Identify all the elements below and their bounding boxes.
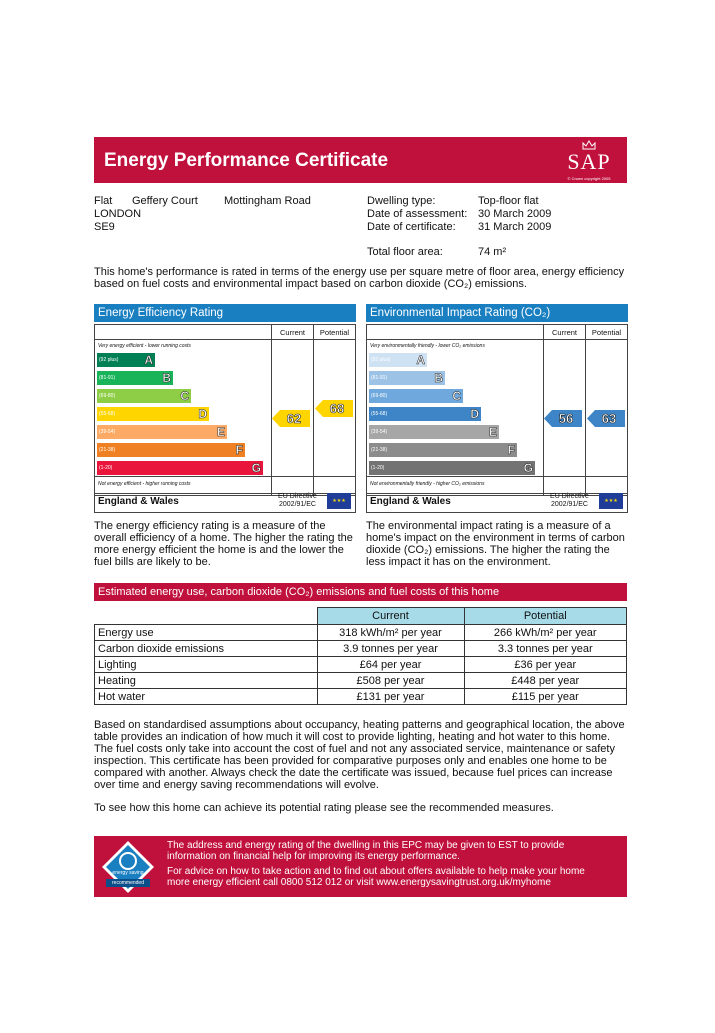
band-letter: E bbox=[216, 425, 225, 439]
intro-text: This home's performance is rated in terms of the energy use per square metre of floor area, energy efficiency based on fuel costs and environmental impact based on carbon dioxide (CO₂) emissions. bbox=[94, 266, 625, 290]
efficiency-current-value: 62 bbox=[286, 411, 302, 426]
band-range: (55-68) bbox=[371, 411, 388, 417]
band-letter: E bbox=[488, 425, 497, 439]
efficiency-footer bbox=[94, 492, 356, 513]
efficiency-eu-directive: EU Directive 2002/91/EC bbox=[278, 493, 317, 508]
band-range: (39-54) bbox=[371, 429, 388, 435]
band-range: (81-91) bbox=[371, 375, 388, 381]
floor-area-value: 74 m² bbox=[478, 246, 507, 258]
band-letter: F bbox=[235, 443, 243, 457]
assessment-date-value: 30 March 2009 bbox=[478, 208, 552, 220]
costs-current-header: Current bbox=[317, 608, 464, 625]
assessment-date-label: Date of assessment: bbox=[367, 208, 468, 220]
environment-band-g bbox=[369, 461, 535, 475]
environment-band-c bbox=[369, 389, 463, 403]
environment-eu-directive: EU Directive 2002/91/EC bbox=[550, 493, 589, 508]
environment-current-header: Current bbox=[551, 328, 577, 337]
certificate-date-label: Date of certificate: bbox=[367, 221, 456, 233]
efficiency-bottom-note: Not energy efficient - higher running costs bbox=[98, 481, 191, 487]
logo-top-text: energy saving bbox=[112, 870, 144, 876]
dwelling-type-value: Top-floor flat bbox=[478, 195, 539, 207]
efficiency-band-b bbox=[97, 371, 173, 385]
sap-logo bbox=[561, 140, 617, 180]
band-letter: C bbox=[452, 389, 461, 403]
cost-label: Hot water bbox=[95, 689, 318, 705]
environment-current-value: 56 bbox=[558, 411, 574, 426]
cost-potential: £115 per year bbox=[464, 689, 627, 705]
efficiency-band-g bbox=[97, 461, 263, 475]
address-street: Mottingham Road bbox=[224, 195, 311, 207]
efficiency-band-d bbox=[97, 407, 209, 421]
environment-title: Environmental Impact Rating (CO₂) bbox=[366, 304, 628, 322]
cost-current: £508 per year bbox=[317, 673, 464, 689]
eu-flag-icon: ★★★ bbox=[327, 493, 351, 509]
page-title: Energy Performance Certificate bbox=[104, 150, 389, 171]
cost-label: Heating bbox=[95, 673, 318, 689]
cost-label: Lighting bbox=[95, 657, 318, 673]
cost-potential: £448 per year bbox=[464, 673, 627, 689]
environment-potential-value: 63 bbox=[601, 411, 617, 426]
costs-table bbox=[94, 607, 627, 705]
table-row bbox=[95, 689, 627, 705]
band-letter: B bbox=[162, 371, 171, 385]
cost-current: £131 per year bbox=[317, 689, 464, 705]
efficiency-frame bbox=[94, 324, 356, 496]
address-building: Geffery Court bbox=[132, 195, 198, 207]
recommendation-text: To see how this home can achieve its potential rating please see the recommended measures. bbox=[94, 802, 554, 814]
efficiency-current-arrow bbox=[272, 410, 310, 427]
efficiency-band-a bbox=[97, 353, 155, 367]
efficiency-current-header: Current bbox=[279, 328, 305, 337]
band-range: (92 plus) bbox=[99, 357, 119, 363]
eu-flag-icon: ★★★ bbox=[599, 493, 623, 509]
band-letter: F bbox=[507, 443, 515, 457]
efficiency-band-f bbox=[97, 443, 245, 457]
table-row bbox=[95, 625, 627, 641]
environment-band-b bbox=[369, 371, 445, 385]
est-info-line2: information on financial help for improving its energy performance. bbox=[167, 851, 460, 862]
address-flat: Flat bbox=[94, 195, 113, 207]
band-range: (1-20) bbox=[371, 465, 385, 471]
costs-section-title: Estimated energy use, carbon dioxide (CO₂) emissions and fuel costs of this home bbox=[94, 583, 627, 601]
band-letter: A bbox=[144, 353, 153, 367]
epc-banner bbox=[94, 137, 627, 183]
band-range: (69-80) bbox=[99, 393, 116, 399]
efficiency-description: The energy efficiency rating is a measure of the overall efficiency of a home. The higher the rating the more energy efficient the home is and the lower the fuel bills are likely to be. bbox=[94, 520, 353, 568]
cost-potential: 3.3 tonnes per year bbox=[464, 641, 627, 657]
environment-band-d bbox=[369, 407, 481, 421]
band-letter: D bbox=[198, 407, 207, 421]
cost-potential: 266 kWh/m² per year bbox=[464, 625, 627, 641]
est-band bbox=[94, 836, 627, 897]
est-info-line1: The address and energy rating of the dwelling in this EPC may be given to EST to provide bbox=[167, 840, 565, 851]
est-advice-line2: more energy efficient call 0800 512 012 or visit www.energysavingtrust.org.uk/myhome bbox=[167, 877, 551, 888]
address-city: LONDON bbox=[94, 208, 142, 220]
table-row bbox=[95, 657, 627, 673]
efficiency-band-e bbox=[97, 425, 227, 439]
environment-band-e bbox=[369, 425, 499, 439]
sap-logo-subtext: © Crown copyright 2005 bbox=[567, 176, 611, 181]
cost-label: Energy use bbox=[95, 625, 318, 641]
band-letter: C bbox=[180, 389, 189, 403]
environment-frame bbox=[366, 324, 628, 496]
efficiency-potential-value: 68 bbox=[329, 401, 345, 416]
est-advice-line1: For advice on how to take action and to find out about offers available to help make your home bbox=[167, 866, 585, 877]
band-letter: G bbox=[523, 461, 533, 475]
environment-region: England & Wales bbox=[370, 496, 451, 507]
band-range: (55-68) bbox=[99, 411, 116, 417]
environment-band-a bbox=[369, 353, 427, 367]
efficiency-region: England & Wales bbox=[98, 496, 179, 507]
efficiency-band-c bbox=[97, 389, 191, 403]
band-range: (21-38) bbox=[99, 447, 116, 453]
sap-logo-text: SAP bbox=[567, 149, 611, 174]
logo-bottom-text: recommended bbox=[112, 880, 144, 886]
cost-current: £64 per year bbox=[317, 657, 464, 673]
efficiency-top-note: Very energy efficient - lower running costs bbox=[98, 343, 191, 349]
energy-saving-recommended-logo bbox=[100, 839, 156, 895]
floor-area-label: Total floor area: bbox=[367, 246, 443, 258]
environment-potential-header: Potential bbox=[591, 328, 622, 337]
environment-footer bbox=[366, 492, 628, 513]
cost-current: 3.9 tonnes per year bbox=[317, 641, 464, 657]
environment-bottom-note: Not environmentally friendly - higher CO₂ emissions bbox=[370, 481, 485, 487]
band-range: (1-20) bbox=[99, 465, 113, 471]
cost-label: Carbon dioxide emissions bbox=[95, 641, 318, 657]
band-letter: G bbox=[251, 461, 261, 475]
table-row bbox=[95, 641, 627, 657]
table-row bbox=[95, 673, 627, 689]
cost-potential: £36 per year bbox=[464, 657, 627, 673]
efficiency-potential-arrow bbox=[315, 400, 353, 417]
band-range: (39-54) bbox=[99, 429, 116, 435]
band-letter: A bbox=[416, 353, 425, 367]
certificate-date-value: 31 March 2009 bbox=[478, 221, 552, 233]
efficiency-rating-chart bbox=[94, 304, 356, 513]
band-letter: B bbox=[434, 371, 443, 385]
costs-potential-header: Potential bbox=[464, 608, 627, 625]
environment-description: The environmental impact rating is a measure of a home's impact on the environment in terms of carbon dioxide (CO₂) emissions. The higher the rating the less impact it has on the environment. bbox=[366, 520, 625, 568]
efficiency-potential-header: Potential bbox=[319, 328, 350, 337]
band-range: (21-38) bbox=[371, 447, 388, 453]
environment-top-note: Very environmentally friendly - lower CO₂ emissions bbox=[370, 343, 485, 349]
environment-potential-arrow bbox=[587, 410, 625, 427]
explanation-text: Based on standardised assumptions about occupancy, heating patterns and geographical location, the above table provides an indication of how much it will cost to provide lighting, heating and hot water to this home. The fuel costs only take into account the cost of fuel and not any associated service, maintenance or safety inspection. This certificate has been provided for comparative purposes only and enables one home to be compared with another. Always check the date the certificate was issued, because fuel prices can increase over time and energy saving recommendations will evolve. bbox=[94, 719, 625, 791]
environment-rating-chart bbox=[366, 304, 628, 513]
address-postcode: SE9 bbox=[94, 221, 115, 233]
band-range: (81-91) bbox=[99, 375, 116, 381]
band-range: (69-80) bbox=[371, 393, 388, 399]
efficiency-title: Energy Efficiency Rating bbox=[94, 304, 356, 322]
cost-current: 318 kWh/m² per year bbox=[317, 625, 464, 641]
dwelling-type-label: Dwelling type: bbox=[367, 195, 436, 207]
band-letter: D bbox=[470, 407, 479, 421]
band-range: (92 plus) bbox=[371, 357, 391, 363]
environment-band-f bbox=[369, 443, 517, 457]
environment-current-arrow bbox=[544, 410, 582, 427]
crown-icon bbox=[582, 140, 596, 150]
